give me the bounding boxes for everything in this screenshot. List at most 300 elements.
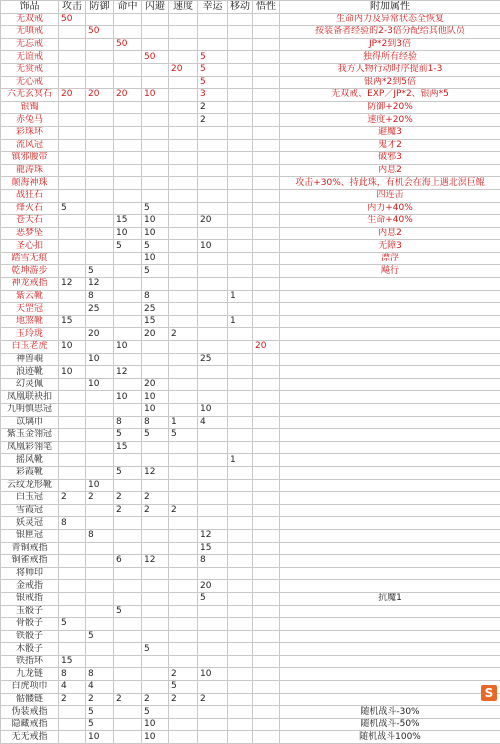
extra-attribute [280,391,500,404]
stat-cell [59,126,86,139]
stat-cell [59,630,86,643]
item-name: 神兽覗 [1,353,59,366]
stat-cell [228,89,253,102]
stat-cell [86,126,114,139]
stat-cell [114,542,142,555]
stat-cell: 5 [114,240,142,253]
column-header: 攻击 [59,1,86,14]
item-name: 伪装戒指 [1,706,59,719]
stat-cell: 2 [114,492,142,505]
table-row [1,177,500,190]
site-logo-icon: S [481,685,497,701]
stat-cell [169,466,198,479]
stat-cell [59,76,86,89]
table-body [1,13,500,743]
stat-cell: 5 [142,429,169,442]
stat-cell [142,13,169,26]
stat-cell [253,706,280,719]
table-row [1,643,500,656]
stat-cell: 15 [198,542,228,555]
table-row [1,315,500,328]
stat-cell: 2 [59,693,86,706]
item-name: 战狂石 [1,189,59,202]
item-name: 颠海神珠 [1,177,59,190]
item-name: 幻灵佩 [1,378,59,391]
stat-cell: 5 [142,265,169,278]
item-name: 隐藏戒指 [1,718,59,731]
extra-attribute: 攻击+30%、持此珠，有机会在海上遇北溟巨鲲 [280,177,500,190]
extra-attribute: 速度+20% [280,114,500,127]
stat-cell [59,555,86,568]
stat-cell [253,215,280,228]
stat-cell: 10 [142,89,169,102]
stat-cell [253,114,280,127]
table-row [1,517,500,530]
stat-cell [114,353,142,366]
extra-attribute: JP*2到3倍 [280,38,500,51]
stat-cell [59,731,86,744]
stat-cell [142,618,169,631]
stat-cell [228,429,253,442]
table-row [1,89,500,102]
extra-attribute [280,315,500,328]
stat-cell: 5 [142,706,169,719]
stat-cell [169,164,198,177]
extra-attribute [280,668,500,681]
stat-cell [59,51,86,64]
stat-cell [59,542,86,555]
stat-cell [142,479,169,492]
stat-cell [253,592,280,605]
stat-cell: 5 [169,681,198,694]
stat-cell [86,38,114,51]
stat-cell [253,555,280,568]
table-row [1,76,500,89]
stat-cell [228,555,253,568]
stat-cell: 20 [59,89,86,102]
stat-cell [169,391,198,404]
item-name: 青铜戒指 [1,542,59,555]
item-name: 金戒指 [1,580,59,593]
table-row [1,618,500,631]
stat-cell [198,454,228,467]
stat-cell [169,278,198,291]
stat-cell: 10 [142,215,169,228]
stat-cell [169,114,198,127]
stat-cell [114,454,142,467]
table-row [1,227,500,240]
table-row [1,567,500,580]
stat-cell [228,341,253,354]
extra-attribute [280,479,500,492]
table-row [1,555,500,568]
stat-cell [228,227,253,240]
stat-cell [198,643,228,656]
stat-cell [114,26,142,39]
stat-cell [169,152,198,165]
stat-cell [86,504,114,517]
stat-cell [86,441,114,454]
stat-cell [114,63,142,76]
item-name: 摇风靴 [1,454,59,467]
extra-attribute [280,618,500,631]
stat-cell [114,76,142,89]
stat-cell: 2 [114,693,142,706]
stat-cell: 5 [142,240,169,253]
stat-cell [198,517,228,530]
stat-cell [228,164,253,177]
stat-cell [253,718,280,731]
stat-cell [198,189,228,202]
stat-cell [253,139,280,152]
stat-cell: 2 [169,504,198,517]
stat-cell [253,240,280,253]
stat-cell [59,404,86,417]
stat-cell [59,378,86,391]
stat-cell [198,605,228,618]
stat-cell [86,366,114,379]
table-row [1,290,500,303]
stat-cell [86,466,114,479]
stat-cell [114,731,142,744]
stat-cell: 5 [142,643,169,656]
table-row [1,718,500,731]
stat-cell [228,63,253,76]
item-name: 镇邪腰带 [1,152,59,165]
stat-cell [169,441,198,454]
stat-cell [114,114,142,127]
item-name: 流风冠 [1,139,59,152]
table-row [1,605,500,618]
extra-attribute [280,504,500,517]
extra-attribute: 按装备者经验的2-3倍分配给其他队员 [280,26,500,39]
stat-cell [198,479,228,492]
stat-cell [114,668,142,681]
stat-cell [253,315,280,328]
extra-attribute: 内息2 [280,227,500,240]
stat-cell [198,630,228,643]
table-row [1,278,500,291]
column-header: 速度 [169,1,198,14]
stat-cell [59,101,86,114]
table-row [1,101,500,114]
stat-cell: 5 [142,202,169,215]
item-name: 凤凰彩翎笔 [1,441,59,454]
stat-cell [142,63,169,76]
extra-attribute: 漂浮 [280,252,500,265]
table-row [1,378,500,391]
stat-cell [198,265,228,278]
stat-cell: 15 [114,441,142,454]
stat-cell [86,429,114,442]
extra-attribute: 破邪3 [280,152,500,165]
stat-cell [59,353,86,366]
stat-cell [59,290,86,303]
item-name: 踏雪无痕 [1,252,59,265]
stat-cell [142,517,169,530]
stat-cell [228,592,253,605]
stat-cell [114,51,142,64]
stat-cell [169,643,198,656]
stat-cell [169,126,198,139]
stat-cell [86,404,114,417]
stat-cell [198,718,228,731]
stat-cell [86,567,114,580]
stat-cell [86,315,114,328]
stat-cell [169,240,198,253]
item-name: 苡璃巾 [1,416,59,429]
stat-cell: 12 [86,278,114,291]
stat-cell [228,202,253,215]
stat-cell: 20 [198,215,228,228]
stat-cell [228,328,253,341]
table-row [1,114,500,127]
stat-cell [253,353,280,366]
stat-cell [142,114,169,127]
extra-attribute: 避魔3 [280,126,500,139]
stat-cell [142,76,169,89]
stat-cell [228,26,253,39]
stat-cell [228,618,253,631]
stat-cell: 20 [86,89,114,102]
stat-cell [253,404,280,417]
stat-cell: 1 [169,416,198,429]
stat-cell [253,26,280,39]
extra-attribute [280,366,500,379]
item-name: 圣心扣 [1,240,59,253]
stat-cell: 4 [59,681,86,694]
stat-cell: 10 [198,668,228,681]
stat-cell [142,353,169,366]
stat-cell [169,315,198,328]
extra-attribute: 生命内力及异常状态全恢复 [280,13,500,26]
extra-attribute [280,303,500,316]
stat-cell: 2 [169,328,198,341]
stat-cell: 5 [114,466,142,479]
stat-cell: 5 [198,76,228,89]
table-row [1,215,500,228]
item-name: 紫云靴 [1,290,59,303]
stat-cell [142,567,169,580]
stat-cell [142,26,169,39]
stat-cell [169,265,198,278]
item-name: 浪迹靴 [1,366,59,379]
stat-cell [114,328,142,341]
stat-cell [59,139,86,152]
stat-cell [59,38,86,51]
stat-cell [114,718,142,731]
item-name: 地煞靴 [1,315,59,328]
stat-cell [253,454,280,467]
stat-cell [86,555,114,568]
item-name: 无谊戒 [1,51,59,64]
table-row [1,492,500,505]
stat-cell [253,441,280,454]
stat-cell [253,416,280,429]
stat-cell [59,227,86,240]
stat-cell [198,706,228,719]
stat-cell [228,177,253,190]
table-row [1,328,500,341]
stat-cell [198,13,228,26]
stat-cell [114,580,142,593]
table-row [1,529,500,542]
stat-cell: 1 [228,454,253,467]
item-name: 恶梦坠 [1,227,59,240]
stat-cell [253,366,280,379]
table-row [1,63,500,76]
stat-cell [253,567,280,580]
extra-attribute [280,529,500,542]
table-row [1,479,500,492]
stat-cell [114,303,142,316]
stat-cell: 15 [142,315,169,328]
extra-attribute [280,580,500,593]
stat-cell [169,517,198,530]
table-row [1,542,500,555]
stat-cell [142,592,169,605]
stat-cell [142,126,169,139]
stat-cell [228,240,253,253]
item-name: 妖灵冠 [1,517,59,530]
stat-cell [253,76,280,89]
table-row [1,731,500,744]
stat-cell [198,164,228,177]
table-row [1,416,500,429]
stat-cell [86,391,114,404]
stat-cell: 10 [114,227,142,240]
stat-cell [228,101,253,114]
column-header: 防御 [86,1,114,14]
stat-cell [142,139,169,152]
stat-cell [169,189,198,202]
table-header [1,1,500,14]
stat-cell [59,26,86,39]
stat-cell: 10 [142,404,169,417]
stat-cell [59,429,86,442]
stat-cell [169,227,198,240]
extra-attribute [280,441,500,454]
item-name: 骨骰子 [1,618,59,631]
stat-cell [253,13,280,26]
stat-cell [198,731,228,744]
stat-cell [142,580,169,593]
stat-cell [59,529,86,542]
stat-cell: 1 [228,290,253,303]
stat-cell: 12 [142,555,169,568]
stat-cell [142,278,169,291]
stat-cell [86,139,114,152]
stat-cell: 2 [59,492,86,505]
stat-cell [253,378,280,391]
stat-cell [142,152,169,165]
stat-cell [169,655,198,668]
stat-cell [228,416,253,429]
stat-cell [86,189,114,202]
stat-cell [169,378,198,391]
item-name: 天罡冠 [1,303,59,316]
stat-cell [253,303,280,316]
table-row [1,38,500,51]
stat-cell [59,152,86,165]
stat-cell: 2 [142,693,169,706]
stat-cell [169,567,198,580]
stat-cell [169,139,198,152]
stat-cell [169,177,198,190]
stat-cell [169,26,198,39]
stat-cell [253,89,280,102]
stat-cell: 5 [86,265,114,278]
stat-cell [253,164,280,177]
stat-cell [228,643,253,656]
stat-cell: 8 [59,668,86,681]
stat-cell [169,13,198,26]
stat-cell [59,391,86,404]
stat-cell [86,215,114,228]
stat-cell [198,341,228,354]
table-row [1,13,500,26]
extra-attribute: 鬼才2 [280,139,500,152]
stat-cell [114,315,142,328]
stat-cell [114,290,142,303]
stat-cell: 5 [59,202,86,215]
stat-cell [198,391,228,404]
item-name: 彩霞靴 [1,466,59,479]
stat-cell [169,454,198,467]
stat-cell [142,605,169,618]
item-name: 玉骰子 [1,605,59,618]
stat-cell: 20 [142,378,169,391]
stat-cell [198,366,228,379]
stat-cell [169,618,198,631]
item-name: 银镯 [1,101,59,114]
stat-cell [253,529,280,542]
extra-attribute: 防御+20% [280,101,500,114]
stat-cell [59,63,86,76]
stat-cell [253,605,280,618]
stat-cell [253,429,280,442]
extra-attribute: 无双戒、EXP／JP*2、银两*5 [280,89,500,102]
extra-attribute [280,290,500,303]
stat-cell [86,101,114,114]
stat-cell [228,504,253,517]
stat-cell [198,26,228,39]
stat-cell: 15 [114,215,142,228]
stat-cell [253,681,280,694]
table-row [1,26,500,39]
stat-cell [253,630,280,643]
stat-cell [198,152,228,165]
stat-cell [228,404,253,417]
item-name: 六无玄冥石 [1,89,59,102]
stat-cell [114,404,142,417]
extra-attribute [280,353,500,366]
extra-attribute: 随机战斗-30% [280,706,500,719]
extra-attribute [280,555,500,568]
stat-cell: 6 [114,555,142,568]
stat-cell [253,655,280,668]
item-name: 苍天石 [1,215,59,228]
stat-cell [86,13,114,26]
stat-cell: 10 [142,731,169,744]
stat-cell: 5 [169,429,198,442]
stat-cell [198,618,228,631]
item-name: 乾坤游步 [1,265,59,278]
table-row [1,353,500,366]
stat-cell [198,504,228,517]
stat-cell: 10 [86,731,114,744]
stat-cell [228,542,253,555]
